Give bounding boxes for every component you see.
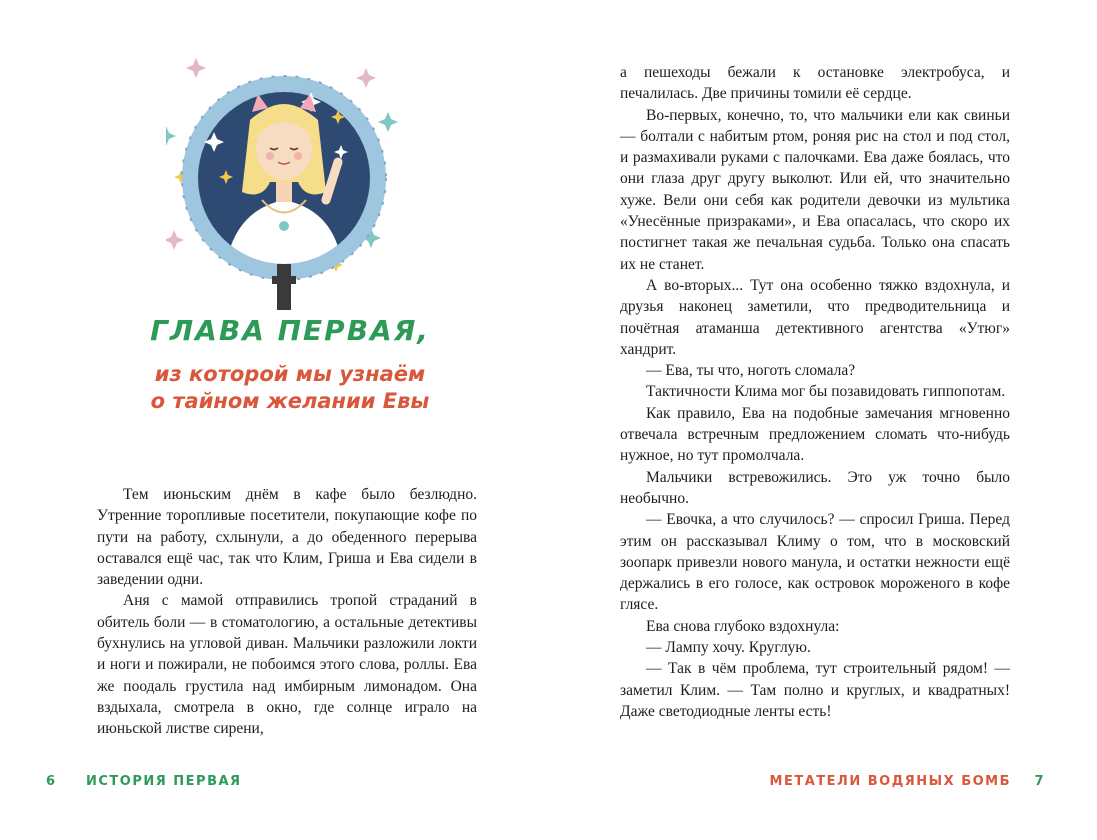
page-number-right: 7 [1034,774,1045,789]
chapter-illustration [166,50,402,310]
paragraph: А во-вторых... Тут она особенно тяжко вздохнула, и друзья наконец заметили, что предводительница и почётная атаманша детективного агентства «Утюг» хандрит. [620,276,1010,358]
paragraph: — Так в чём проблема, тут строительный рядом! — заметил Клим. — Там полно и круглых, и квадратных! Даже светодиодные ленты есть! [620,660,1010,720]
page-number-left: 6 [46,774,57,789]
paragraph: а пешеходы бежали к остановке электробуса, и печалилась. Две причины томили её сердце. [620,64,1010,103]
chapter-subtitle-line-1: из которой мы узнаём [154,362,426,386]
left-body-text [97,484,477,740]
paragraph: — Ева, ты что, ноготь сломала? [646,362,856,380]
paragraph: Аня с мамой отправились тропой страданий в обитель боли — в стоматологию, а остальные детективы бухнулись на угловой диван. Мальчики разложили локти и ноги и пожирали, не побоимся этого слова, роллы. Ева же поодаль грустила над имбирным лимонадом. Она вздыхала, смотрела в окно, где солнце играло на июньской листве сирени, [97,592,477,738]
paragraph: Мальчики встревожились. Это уж точно было необычно. [620,468,1010,507]
chapter-subtitle-line-2: о тайном желании Евы [150,389,430,413]
paragraph: Во-первых, конечно, то, что мальчики ели как свиньи — болтали с набитым ртом, роняя рис на стол и под стол, и размахивали руками с палочками. Ева даже боялась, что они глаза друг другу выколют. Или ей, что значительно хуже. Вели они себя как родители девочки из мультика «Унесённые призраками», и Ева опасалась, что скоро их постигнет такая же печальная судьба. Только она спасать их не станет. [620,106,1010,273]
paragraph: — Лампу хочу. Круглую. [646,639,811,657]
right-body-text [620,62,1010,722]
paragraph: Ева снова глубоко вздохнула: [646,617,840,635]
paragraph: Как правило, Ева на подобные замечания мгновенно отвечала встречным предложением сломать что-нибудь нужное, но тут промолчала. [620,404,1010,465]
paragraph: Тактичности Клима мог бы позавидовать гиппопотам. [646,383,1006,401]
left-page [0,0,548,840]
running-head-left: ИСТОРИЯ ПЕРВАЯ [86,774,242,789]
paragraph: Тем июньским днём в кафе было безлюдно. Утренние торопливые посетители, покупающие кофе по пути на работу, схлынули, а до обеденного перерыва оставался ещё час, так что Клим, Гриша и Ева сидели в заведении одни. [97,486,477,589]
paragraph: — Евочка, а что случилось? — спросил Гриша. Перед этим он рассказывал Климу о том, что в московский зоопарк привезли нового манула, и остатки нежности ещё держались в его голосе, как островок мороженого в кофе глясе. [620,511,1010,614]
chapter-heading: ГЛАВА ПЕРВАЯ, [150,314,430,347]
running-head-right: МЕТАТЕЛИ ВОДЯНЫХ БОМБ [769,774,1011,789]
